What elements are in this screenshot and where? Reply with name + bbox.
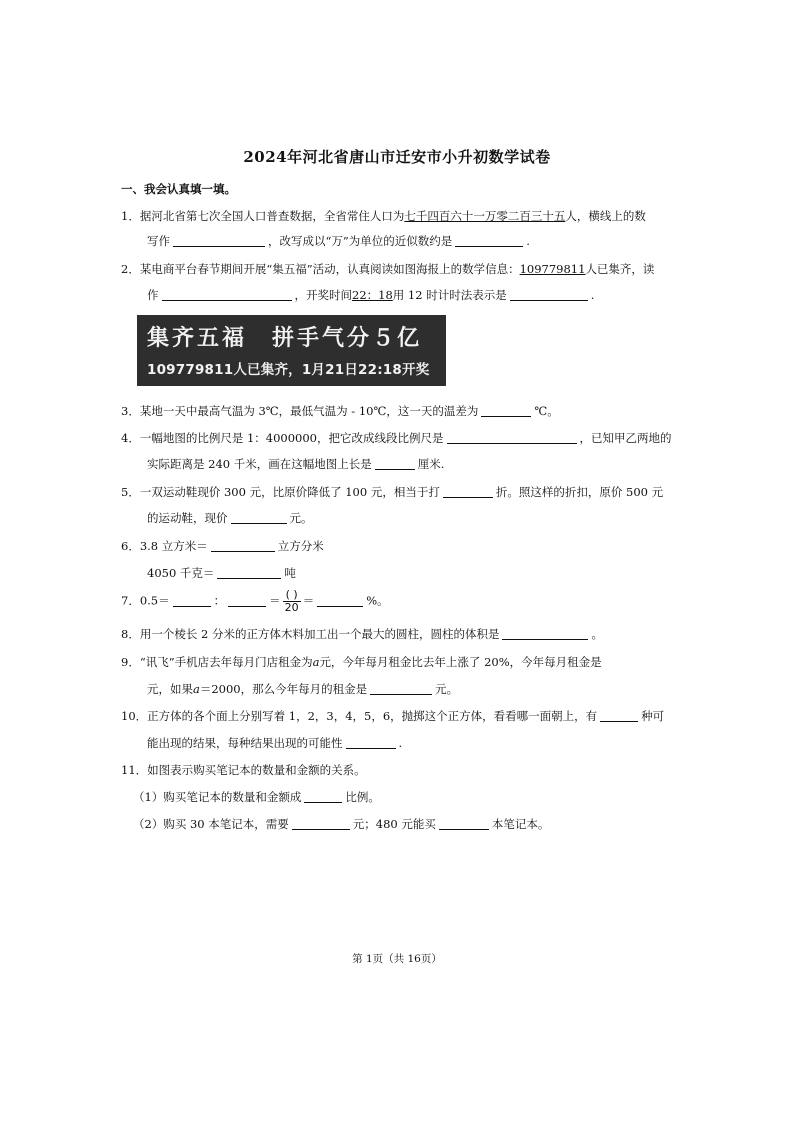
question-7-text: 7．0.5＝ — [121, 593, 170, 608]
answer-blank[interactable] — [502, 626, 588, 640]
question-9-line-2 — [147, 681, 458, 697]
answer-blank[interactable] — [439, 816, 489, 830]
question-11-part-1-text: （1）购买笔记本的数量和金额成 — [133, 790, 302, 804]
answer-blank[interactable] — [455, 233, 523, 247]
page-title: 2024年河北省唐山市迁安市小升初数学试卷 — [243, 148, 551, 166]
fraction-denominator: 20 — [284, 601, 299, 614]
question-9-unit: 元。 — [435, 682, 459, 696]
answer-blank[interactable] — [162, 287, 292, 301]
answer-blank[interactable] — [173, 593, 211, 607]
question-2-text: 2．某电商平台春节期间开展“集五福”活动，认真阅读如图海报上的数学信息： — [121, 262, 520, 276]
answer-blank[interactable] — [317, 593, 363, 607]
ratio-colon: ： — [213, 593, 226, 608]
question-5-unit: 元。 — [289, 511, 313, 525]
answer-blank[interactable] — [304, 789, 342, 803]
question-4-text: 4．一幅地图的比例尺是 1：4000000，把它改成线段比例尺是 — [121, 431, 444, 445]
answer-blank[interactable] — [481, 403, 531, 417]
answer-blank[interactable] — [211, 538, 275, 552]
question-11-part-2 — [133, 816, 549, 832]
question-4-unit: 厘米. — [417, 457, 445, 471]
question-1-end: . — [526, 234, 530, 248]
answer-blank[interactable] — [510, 287, 588, 301]
question-9-text: 9．“讯飞”手机店去年每月门店租金为 — [121, 655, 313, 669]
question-2-end: . — [590, 288, 595, 302]
question-3-text: 3．某地一天中最高气温为 3℃，最低气温为 - 10℃，这一天的温差为 — [121, 404, 479, 418]
question-1-line-2 — [147, 233, 530, 249]
question-2-text-cont: 人已集齐，读 — [585, 262, 655, 276]
question-10-end: . — [398, 736, 403, 750]
question-6-text-2: 4050 千克＝ — [147, 566, 215, 580]
question-1-text-approx: ，改写成以“万”为单位的近似数约是 — [268, 234, 453, 248]
answer-blank[interactable] — [231, 510, 287, 524]
question-2-text-12h: 用 12 时计时法表示是 — [392, 288, 507, 302]
question-2-line-1 — [121, 261, 654, 277]
poster-headline: 集齐五福 拼手气分５亿 — [147, 326, 423, 351]
question-6-text: 6．3.8 立方米＝ — [121, 539, 208, 553]
underlined-number: 109779811 — [519, 262, 586, 276]
question-11-part-1-end: 比例。 — [345, 790, 380, 804]
question-6-line-2 — [147, 565, 296, 581]
poster-subline: 109779811人已集齐，1月21日22:18开奖 — [147, 362, 430, 378]
answer-blank[interactable] — [447, 430, 577, 444]
answer-blank[interactable] — [370, 681, 432, 695]
question-11 — [121, 762, 366, 778]
variable-a: a — [193, 682, 200, 696]
percent-sign: %。 — [366, 593, 389, 608]
question-8-text: 8．用一个棱长 2 分米的正方体木料加工出一个最大的圆柱，圆柱的体积是 — [121, 627, 500, 641]
question-11-part-2-text: （2）购买 30 本笔记本，需要 — [133, 817, 289, 831]
poster-image — [137, 315, 446, 386]
question-11-text: 11．如图表示购买笔记本的数量和金额的关系。 — [121, 763, 366, 777]
answer-blank[interactable] — [600, 708, 638, 722]
question-5-text: 5．一双运动鞋现价 300 元，比原价降低了 100 元，相当于打 — [121, 485, 440, 499]
question-11-part-2-text-2: 元；480 元能买 — [352, 817, 436, 831]
question-5-line-1 — [121, 484, 663, 500]
answer-blank[interactable] — [443, 484, 493, 498]
question-2-text-read: 作 — [147, 288, 159, 302]
question-9-text-cont: 元，今年每月租金比去年上涨了 20%，今年每月租金是 — [319, 655, 602, 669]
question-10-text-2: 能出现的结果，每种结果出现的可能性 — [147, 736, 343, 750]
answer-blank[interactable] — [375, 456, 415, 470]
question-10-line-1 — [121, 708, 664, 724]
question-7 — [121, 589, 389, 614]
question-6-unit: 立方分米 — [277, 539, 324, 553]
question-2-text-time: ，开奖时间 — [294, 288, 352, 302]
question-4-text-2: 实际距离是 240 千米，画在这幅地图上长是 — [147, 457, 372, 471]
question-1-text-cont: 人，横线上的数 — [565, 209, 646, 223]
question-9-text-2: 元，如果 — [147, 682, 193, 696]
page-footer: 第 1页（共 16页） — [352, 953, 442, 965]
question-8-end: 。 — [591, 627, 603, 641]
question-8 — [121, 626, 603, 642]
answer-blank[interactable] — [346, 735, 396, 749]
equals-sign: ＝ — [269, 593, 281, 608]
question-4-text-cont: ，已知甲乙两地的 — [579, 431, 672, 445]
answer-blank[interactable] — [292, 816, 350, 830]
fraction — [283, 589, 301, 614]
question-3 — [121, 403, 559, 419]
question-10-text-cont: 种可 — [641, 709, 665, 723]
question-11-part-2-end: 本笔记本。 — [491, 817, 550, 831]
question-3-unit: ℃。 — [534, 404, 559, 418]
question-10-text: 10．正方体的各个面上分别写着 1，2，3，4，5，6，抛掷这个正方体，看看哪一面朝上，有 — [121, 709, 598, 723]
question-10-line-2 — [147, 735, 402, 751]
underlined-time: 22：18 — [352, 288, 393, 302]
section-heading: 一、我会认真填一填。 — [121, 182, 236, 196]
question-4-line-2 — [147, 456, 444, 472]
underlined-number-words: 七千四百六十一万零二百三十五 — [404, 209, 566, 223]
variable-a: a — [312, 655, 320, 669]
answer-blank[interactable] — [228, 593, 266, 607]
question-9-line-1 — [121, 654, 602, 670]
question-6-line-1 — [121, 538, 324, 554]
question-2-line-2 — [147, 287, 594, 303]
fraction-numerator[interactable]: ( ) — [283, 589, 301, 602]
question-9-text-3: ＝2000，那么今年每月的租金是 — [199, 682, 368, 696]
question-5-text-2: 的运动鞋，现价 — [147, 511, 228, 525]
question-4-line-1 — [121, 430, 672, 446]
question-11-part-1 — [133, 789, 380, 805]
question-1-text-write: 写作 — [147, 234, 170, 248]
question-5-line-2 — [147, 510, 313, 526]
question-5-text-cont: 折。照这样的折扣，原价 500 元 — [495, 485, 664, 499]
answer-blank[interactable] — [217, 565, 281, 579]
question-6-unit-2: 吨 — [284, 566, 296, 580]
answer-blank[interactable] — [173, 233, 265, 247]
equals-sign: ＝ — [302, 593, 315, 608]
question-1-text: 1．据河北省第七次全国人口普查数据，全省常住人口为 — [121, 209, 405, 223]
question-1-line-1 — [121, 208, 646, 224]
